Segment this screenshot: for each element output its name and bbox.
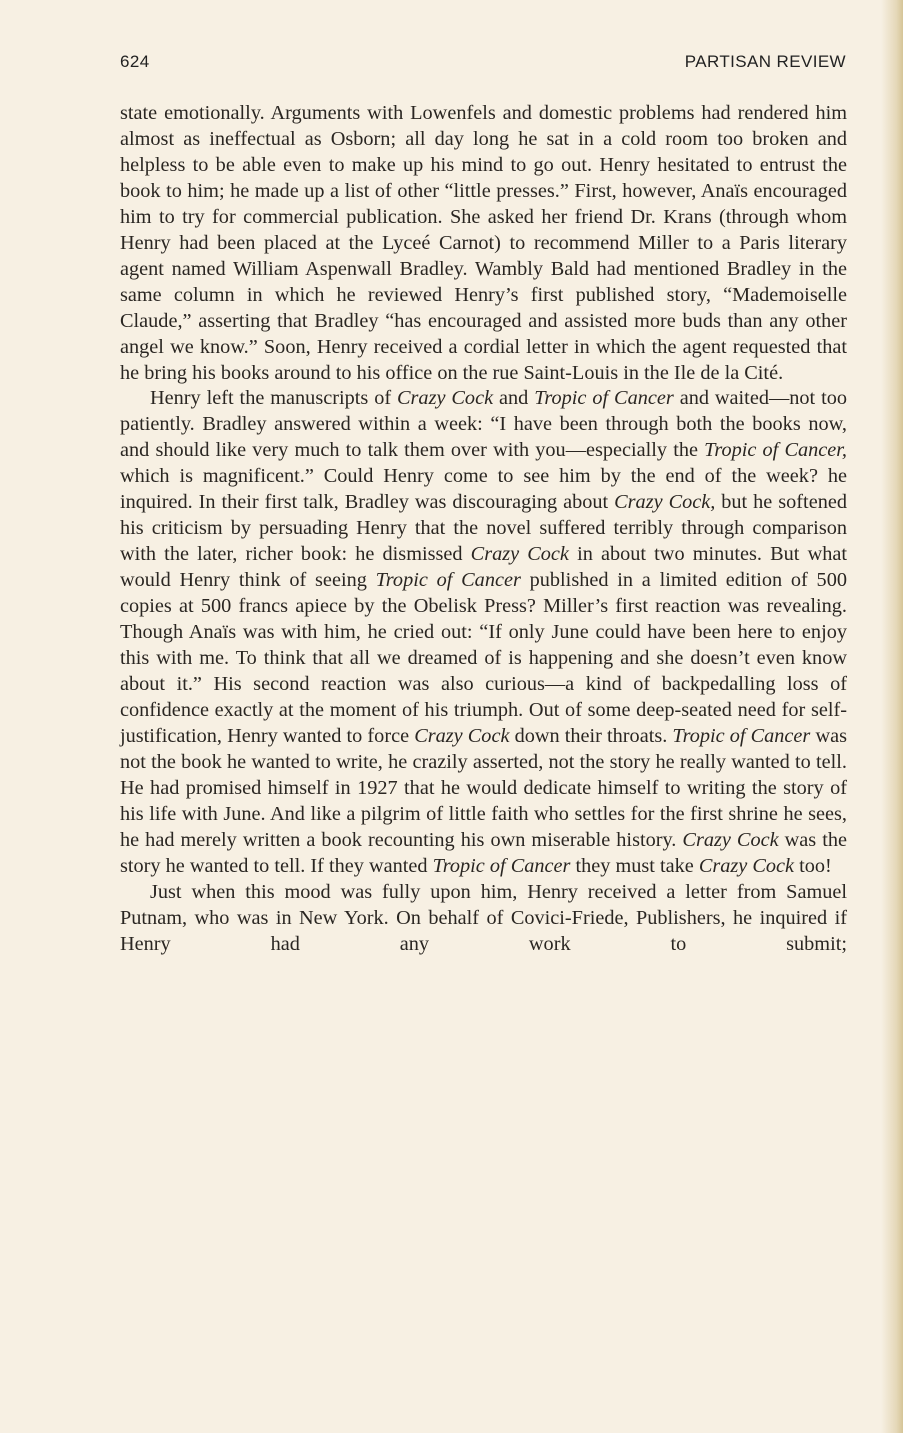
page-number: 624	[120, 52, 150, 71]
paragraph: Just when this mood was fully upon him, Henry received a letter from Samuel Putnam, who was in New York. On behalf of Covici-Friede, Publishers, he inquired if Henry had any work to submit;	[120, 880, 847, 955]
running-head	[120, 52, 846, 78]
paragraph: Henry left the manuscripts of Crazy Cock and Tropic of Cancer and waited—not too patiently. Bradley answered within a week: “I have been through both the books now, and should like very much to talk them over with you—especially the Tropic of Cancer, which is magnificent.” Could Henry come to see him by the end of the week? he inquired. In their first talk, Bradley was discouraging about Crazy Cock, but he softened his criticism by persuading Henry that the novel suffered terribly through comparison with the later, richer book: he dismissed Crazy Cock in about two minutes. But what would Henry think of seeing Tropic of Cancer published in a limited edition of 500 copies at 500 francs apiece by the Obelisk Press? Miller’s first reaction was revealing. Though Anaïs was with him, he cried out: “If only June could have been here to enjoy this with me. To think that all we dreamed of is happening and she doesn’t even know about it.” His second reaction was also curious—a kind of backpedalling loss of confidence exactly at the moment of his triumph. Out of some deep-seated need for self-justification, Henry wanted to force Crazy Cock down their throats. Tropic of Cancer was not the book he wanted to write, he crazily asserted, not the story he really wanted to tell. He had promised himself in 1927 that he would dedicate himself to writing the story of his life with June. And like a pilgrim of little faith who settles for the first shrine he sees, he had merely written a book recounting his own miserable history. Crazy Cock was the story he wanted to tell. If they wanted Tropic of Cancer they must take Crazy Cock too!	[120, 387, 847, 877]
journal-title: PARTISAN REVIEW	[684, 52, 846, 71]
paragraph-continued: state emotionally. Arguments with Lowenfels and domestic problems had rendered him almost as ineffectual as Osborn; all day long he sat in a cold room too broken and helpless to be able even to make up his mind to go out. Henry hesitated to entrust the book to him; he made up a list of other “little presses.” First, however, Anaïs encouraged him to try for commercial publication. She asked her friend Dr. Krans (through whom Henry had been placed at the Lyceé Carnot) to recommend Miller to a Paris literary agent named William Aspenwall Bradley. Wambly Bald had mentioned Bradley in the same column in which he reviewed Henry’s first published story, “Mademoiselle Claude,” asserting that Bradley “has encouraged and assisted more buds than any other angel we know.” Soon, Henry received a cordial letter in which the agent requested that he bring his books around to his office on the rue Saint-Louis in the Ile de la Cité.	[120, 102, 847, 384]
body-text	[120, 101, 847, 957]
page-edge-shadow	[881, 0, 903, 1433]
